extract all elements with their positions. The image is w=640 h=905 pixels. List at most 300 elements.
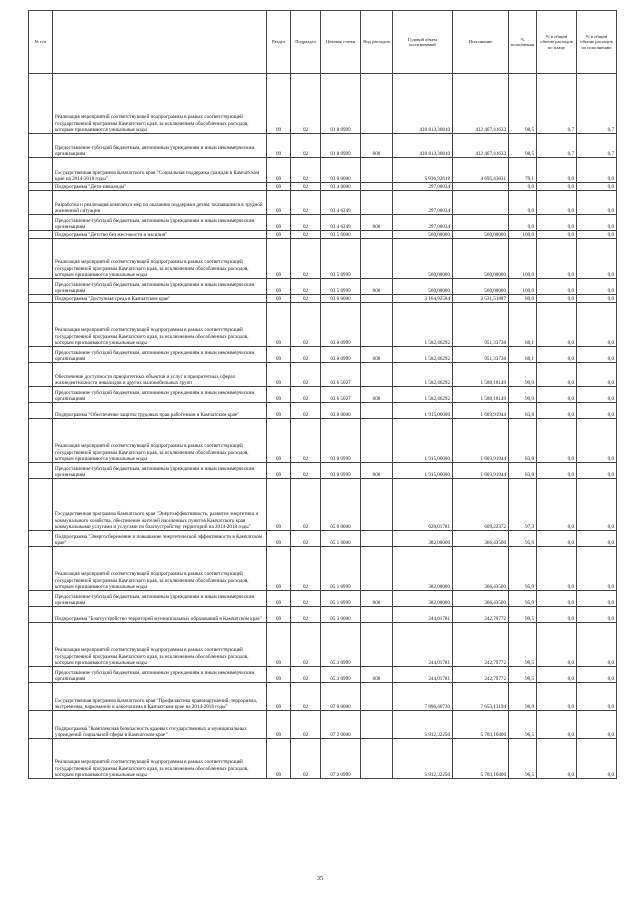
cell-subsection: 02	[291, 531, 321, 547]
cell-num	[29, 239, 53, 279]
cell-share-plan: 0,0	[537, 303, 577, 347]
cell-share-plan: 0,0	[537, 591, 577, 607]
cell-name: Реализация мероприятий соответствующей подпрограммы в рамках соответствующей государственной программы Камчатского края, за исключением обособленных расходов, которым присваиваются уникальные коды	[53, 623, 267, 667]
cell-percent: 100,0	[509, 279, 537, 295]
cell-subsection: 02	[291, 463, 321, 479]
cell-subsection: 02	[291, 279, 321, 295]
cell-expense-type	[361, 683, 393, 711]
cell-subsection: 02	[291, 479, 321, 531]
cell-share-exec: 0,0	[577, 295, 617, 303]
cell-execution: 1 603,91944	[453, 463, 509, 479]
cell-share-plan: 0,0	[537, 419, 577, 463]
cell-expense-type: 600	[361, 134, 393, 158]
cell-name: Разработка и реализация комплекса мер по оказанию поддержки детям, оказавшимся в трудной жизненной ситуации	[53, 191, 267, 215]
table-row	[29, 134, 617, 158]
cell-name: Подпрограмма "Доступная среда в Камчатском крае"	[53, 295, 267, 303]
cell-section: 09	[267, 403, 291, 419]
cell-execution: 2 531,51887	[453, 295, 509, 303]
cell-section: 09	[267, 607, 291, 623]
cell-target: 05 1 0999	[321, 591, 361, 607]
cell-share-exec: 0,0	[577, 607, 617, 623]
cell-num	[29, 547, 53, 591]
cell-share-plan: 0,0	[537, 158, 577, 183]
cell-subsection: 02	[291, 134, 321, 158]
cell-section: 09	[267, 683, 291, 711]
cell-annual: 3 164,92584	[393, 295, 453, 303]
cell-target: 03 5 0000	[321, 231, 361, 239]
cell-share-plan: 0,0	[537, 463, 577, 479]
cell-share-plan: 0,0	[537, 279, 577, 295]
cell-subsection: 02	[291, 387, 321, 403]
cell-share-exec: 0,0	[577, 547, 617, 591]
header-expense-type: Вид расходов	[361, 11, 393, 74]
cell-name: Реализация мероприятий соответствующей подпрограммы в рамках соответствующей государственной программы Камчатского края, за исключением обособленных расходов, которым присваиваются уникальные коды	[53, 239, 267, 279]
cell-percent: 83,8	[509, 419, 537, 463]
cell-expense-type	[361, 547, 393, 591]
cell-percent: 0,0	[509, 191, 537, 215]
cell-name: Предоставление субсидий бюджетным, автономным учреждениям и иным некоммерческим организациям	[53, 279, 267, 295]
table-row	[29, 215, 617, 231]
cell-annual: 297,00034	[393, 191, 453, 215]
table-row	[29, 191, 617, 215]
cell-section: 09	[267, 387, 291, 403]
cell-num	[29, 279, 53, 295]
cell-section: 09	[267, 303, 291, 347]
cell-percent: 83,8	[509, 403, 537, 419]
cell-annual: 1 582,46292	[393, 387, 453, 403]
cell-subsection: 02	[291, 607, 321, 623]
cell-target: 03 0 0000	[321, 158, 361, 183]
cell-num	[29, 463, 53, 479]
cell-annual: 418 813,30810	[393, 74, 453, 134]
cell-target: 01 8 0999	[321, 134, 361, 158]
cell-name: Реализация мероприятий соответствующей подпрограммы в рамках соответствующей государственной программы Камчатского края, за исключением обособленных расходов, которым присваиваются уникальные коды	[53, 419, 267, 463]
cell-num	[29, 363, 53, 387]
table-row	[29, 231, 617, 239]
cell-annual: 1 915,00000	[393, 419, 453, 463]
cell-subsection: 02	[291, 419, 321, 463]
cell-section: 09	[267, 231, 291, 239]
cell-target: 03 4 6249	[321, 215, 361, 231]
cell-expense-type: 600	[361, 347, 393, 363]
cell-execution: 951,33738	[453, 347, 509, 363]
cell-share-exec: 0,0	[577, 347, 617, 363]
cell-share-exec: 0,0	[577, 683, 617, 711]
cell-target: 07 2 0999	[321, 739, 361, 779]
page-number: 35	[317, 876, 323, 882]
table-row	[29, 74, 617, 134]
cell-execution: 5 703,10400	[453, 711, 509, 739]
cell-percent: 98,5	[509, 134, 537, 158]
table-row	[29, 547, 617, 591]
cell-expense-type	[361, 531, 393, 547]
header-subsection: Подраздел	[291, 11, 321, 74]
cell-subsection: 02	[291, 74, 321, 134]
cell-annual: 382,00000	[393, 547, 453, 591]
cell-subsection: 02	[291, 215, 321, 231]
table-row	[29, 463, 617, 479]
cell-subsection: 02	[291, 591, 321, 607]
cell-name: Подпрограмма "Энергосбережение и повышение энергетической эффективности в Камчатском крае"	[53, 531, 267, 547]
cell-percent: 83,8	[509, 463, 537, 479]
cell-share-exec: 0,0	[577, 215, 617, 231]
cell-execution: 560,00000	[453, 279, 509, 295]
cell-share-plan: 0,0	[537, 363, 577, 387]
cell-section: 09	[267, 363, 291, 387]
cell-target: 03 4 6249	[321, 191, 361, 215]
cell-annual: 1 582,46292	[393, 347, 453, 363]
cell-subsection: 02	[291, 183, 321, 191]
cell-name: Подпрограмма "Благоустройство территорий муниципальных образований в Камчатском крае"	[53, 607, 267, 623]
cell-num	[29, 591, 53, 607]
table-row	[29, 683, 617, 711]
cell-percent: 97,3	[509, 479, 537, 531]
cell-share-plan: 0,0	[537, 191, 577, 215]
cell-num	[29, 667, 53, 683]
cell-expense-type: 600	[361, 463, 393, 479]
cell-expense-type	[361, 239, 393, 279]
cell-section: 09	[267, 215, 291, 231]
cell-execution: 412 467,41633	[453, 134, 509, 158]
cell-share-plan: 0,0	[537, 607, 577, 623]
cell-share-exec: 0,0	[577, 463, 617, 479]
cell-execution: 560,00000	[453, 231, 509, 239]
table-row	[29, 239, 617, 279]
cell-target: 03 6 5027	[321, 363, 361, 387]
cell-percent: 0,0	[509, 215, 537, 231]
cell-percent: 60,1	[509, 303, 537, 347]
cell-percent: 99,9	[509, 387, 537, 403]
cell-target: 03 6 0000	[321, 295, 361, 303]
cell-section: 09	[267, 295, 291, 303]
cell-annual: 5 936,92618	[393, 158, 453, 183]
cell-annual: 244,01781	[393, 623, 453, 667]
cell-target: 05 3 0999	[321, 623, 361, 667]
cell-percent: 0,0	[509, 183, 537, 191]
cell-target: 03 8 0999	[321, 463, 361, 479]
cell-expense-type	[361, 403, 393, 419]
cell-execution: 242,79772	[453, 623, 509, 667]
cell-num	[29, 158, 53, 183]
cell-name: Подпрограмма "Обеспечение защиты трудовых прав работников в Камчатском крае"	[53, 403, 267, 419]
cell-execution: 366,43500	[453, 547, 509, 591]
cell-share-plan: 0,0	[537, 403, 577, 419]
table-row	[29, 419, 617, 463]
table-row	[29, 387, 617, 403]
table-row	[29, 479, 617, 531]
cell-section: 09	[267, 711, 291, 739]
cell-num	[29, 134, 53, 158]
cell-subsection: 02	[291, 295, 321, 303]
table-body	[29, 74, 617, 779]
cell-num	[29, 231, 53, 239]
cell-section: 09	[267, 547, 291, 591]
cell-execution: 560,00000	[453, 239, 509, 279]
header-target: Целевая статья	[321, 11, 361, 74]
cell-num	[29, 623, 53, 667]
cell-num	[29, 607, 53, 623]
cell-execution: 412 467,41633	[453, 74, 509, 134]
cell-section: 09	[267, 463, 291, 479]
table-row	[29, 295, 617, 303]
cell-expense-type	[361, 623, 393, 667]
table-row	[29, 347, 617, 363]
cell-execution: 951,33738	[453, 303, 509, 347]
cell-target: 03 5 0999	[321, 279, 361, 295]
cell-share-exec: 0,0	[577, 303, 617, 347]
cell-name: Предоставление субсидий бюджетным, автономным учреждениям и иным некоммерческим организациям	[53, 387, 267, 403]
cell-expense-type	[361, 158, 393, 183]
cell-percent: 99,9	[509, 363, 537, 387]
cell-subsection: 02	[291, 303, 321, 347]
cell-name: Подпрограмма "Детство без жестокости и насилия"	[53, 231, 267, 239]
cell-section: 09	[267, 239, 291, 279]
cell-section: 09	[267, 134, 291, 158]
cell-expense-type	[361, 303, 393, 347]
cell-annual: 244,01781	[393, 607, 453, 623]
cell-annual: 626,01781	[393, 479, 453, 531]
cell-share-exec: 0,0	[577, 403, 617, 419]
cell-expense-type: 600	[361, 387, 393, 403]
cell-section: 09	[267, 591, 291, 607]
cell-subsection: 02	[291, 547, 321, 591]
cell-execution: 7 653,13194	[453, 683, 509, 711]
cell-expense-type	[361, 363, 393, 387]
cell-section: 09	[267, 347, 291, 363]
cell-subsection: 02	[291, 363, 321, 387]
cell-share-exec: 0,0	[577, 387, 617, 403]
cell-num	[29, 74, 53, 134]
table-row	[29, 303, 617, 347]
cell-share-exec: 0,0	[577, 739, 617, 779]
cell-execution: 366,43500	[453, 531, 509, 547]
cell-target: 07 2 0000	[321, 711, 361, 739]
cell-percent: 96,5	[509, 711, 537, 739]
cell-share-exec: 0,0	[577, 711, 617, 739]
cell-num	[29, 183, 53, 191]
cell-expense-type: 600	[361, 279, 393, 295]
cell-share-exec: 0,0	[577, 667, 617, 683]
cell-num	[29, 419, 53, 463]
cell-percent: 99,5	[509, 667, 537, 683]
header-num: № п/п	[29, 11, 53, 74]
cell-expense-type	[361, 711, 393, 739]
cell-share-plan: 0,0	[537, 479, 577, 531]
cell-share-exec: 0,0	[577, 591, 617, 607]
cell-share-exec: 0,0	[577, 419, 617, 463]
cell-annual: 297,00034	[393, 215, 453, 231]
cell-annual: 560,00000	[393, 279, 453, 295]
table-row	[29, 591, 617, 607]
table-row	[29, 531, 617, 547]
header-execution: Исполнение	[453, 11, 509, 74]
cell-share-exec: 0,0	[577, 623, 617, 667]
cell-share-plan: 0,0	[537, 739, 577, 779]
cell-name: Предоставление субсидий бюджетным, автономным учреждениям и иным некоммерческим организациям	[53, 347, 267, 363]
cell-section: 09	[267, 183, 291, 191]
cell-share-plan: 0,0	[537, 623, 577, 667]
cell-section: 09	[267, 191, 291, 215]
cell-subsection: 02	[291, 403, 321, 419]
cell-name: Предоставление субсидий бюджетным, автономным учреждениям и иным некоммерческим организациям	[53, 215, 267, 231]
cell-subsection: 02	[291, 231, 321, 239]
cell-percent: 80,0	[509, 295, 537, 303]
cell-name: Обеспечение доступности приоритетных объектов и услуг в приоритетных сферах жизнедеятельности инвалидов и других маломобильных групп	[53, 363, 267, 387]
cell-annual: 1 582,46292	[393, 363, 453, 387]
cell-subsection: 02	[291, 191, 321, 215]
cell-num	[29, 683, 53, 711]
cell-name: Реализация мероприятий соответствующей подпрограммы в рамках соответствующей государственной программы Камчатского края, за исключением обособленных расходов, которым присваиваются уникальные коды	[53, 74, 267, 134]
cell-percent: 95,9	[509, 591, 537, 607]
cell-expense-type: 600	[361, 591, 393, 607]
cell-target: 05 3 0000	[321, 607, 361, 623]
cell-annual: 297,00034	[393, 183, 453, 191]
cell-share-plan: 0,7	[537, 74, 577, 134]
cell-execution: 1 580,18149	[453, 363, 509, 387]
table-row	[29, 739, 617, 779]
cell-num	[29, 387, 53, 403]
cell-section: 09	[267, 623, 291, 667]
cell-execution	[453, 215, 509, 231]
cell-section: 09	[267, 667, 291, 683]
cell-share-exec: 0,7	[577, 134, 617, 158]
cell-target: 03 8 0000	[321, 403, 361, 419]
cell-expense-type	[361, 295, 393, 303]
cell-expense-type	[361, 231, 393, 239]
cell-annual: 1 582,46292	[393, 303, 453, 347]
cell-num	[29, 479, 53, 531]
cell-expense-type	[361, 479, 393, 531]
cell-share-exec: 0,0	[577, 231, 617, 239]
cell-execution	[453, 183, 509, 191]
table-row	[29, 623, 617, 667]
header-share-exec: % в общем объеме расходов по исполнению	[577, 11, 617, 74]
cell-target: 03 6 0999	[321, 347, 361, 363]
cell-name: Предоставление субсидий бюджетным, автономным учреждениям и иным некоммерческим организациям	[53, 667, 267, 683]
cell-annual: 7 896,40730	[393, 683, 453, 711]
cell-share-exec: 0,0	[577, 279, 617, 295]
cell-share-plan: 0,0	[537, 531, 577, 547]
cell-subsection: 02	[291, 239, 321, 279]
cell-num	[29, 347, 53, 363]
cell-num	[29, 191, 53, 215]
cell-annual: 5 912,32250	[393, 711, 453, 739]
table-row	[29, 158, 617, 183]
cell-share-plan: 0,0	[537, 667, 577, 683]
cell-name: Реализация мероприятий соответствующей подпрограммы в рамках соответствующей государственной программы Камчатского края, за исключением обособленных расходов, которым присваиваются уникальные коды	[53, 739, 267, 779]
cell-annual: 1 915,00000	[393, 463, 453, 479]
cell-name: Предоставление субсидий бюджетным, автономным учреждениям и иным некоммерческим организациям	[53, 134, 267, 158]
cell-share-exec: 0,0	[577, 183, 617, 191]
cell-execution: 1 580,18149	[453, 387, 509, 403]
cell-expense-type: 600	[361, 667, 393, 683]
cell-num	[29, 295, 53, 303]
cell-expense-type	[361, 739, 393, 779]
cell-annual: 418 813,30810	[393, 134, 453, 158]
cell-share-plan: 0,0	[537, 295, 577, 303]
cell-name: Государственная программа Камчатского края "Энергоэффективность, развитие энергетики и коммунального хозяйства, обеспечение жителей населенных пунктов Камчатского края коммунальными услугами и услугами по благоустройству территорий на 2014-2018 годы"	[53, 479, 267, 531]
cell-annual: 382,00000	[393, 531, 453, 547]
cell-target: 03 8 0999	[321, 419, 361, 463]
cell-percent: 100,0	[509, 239, 537, 279]
cell-share-exec: 0,0	[577, 531, 617, 547]
cell-num	[29, 403, 53, 419]
cell-execution: 366,43500	[453, 591, 509, 607]
cell-target: 03 6 0999	[321, 303, 361, 347]
cell-num	[29, 711, 53, 739]
cell-annual: 5 912,32250	[393, 739, 453, 779]
cell-subsection: 02	[291, 711, 321, 739]
cell-share-plan: 0,0	[537, 711, 577, 739]
cell-expense-type	[361, 183, 393, 191]
cell-name: Государственная программа Камчатского края "Социальная поддержка граждан в Камчатском крае на 2014-2018 годы"	[53, 158, 267, 183]
cell-share-plan: 0,0	[537, 215, 577, 231]
cell-section: 09	[267, 531, 291, 547]
cell-name: Государственная программа Камчатского края "Профилактика правонарушений, терроризма, экстремизма, наркомании и алкоголизма в Камчатском крае на 2014-2018 годы"	[53, 683, 267, 711]
cell-share-exec: 0,0	[577, 479, 617, 531]
header-share-plan: % в общем объеме расходов по плану	[537, 11, 577, 74]
cell-execution: 5 703,10400	[453, 739, 509, 779]
cell-annual: 560,00000	[393, 239, 453, 279]
cell-share-exec: 0,0	[577, 239, 617, 279]
cell-annual: 1 915,00000	[393, 403, 453, 419]
cell-num	[29, 739, 53, 779]
cell-name: Реализация мероприятий соответствующей подпрограммы в рамках соответствующей государственной программы Камчатского края, за исключением обособленных расходов, которым присваиваются уникальные коды	[53, 547, 267, 591]
cell-section: 09	[267, 158, 291, 183]
cell-section: 09	[267, 279, 291, 295]
cell-share-plan: 0,0	[537, 347, 577, 363]
cell-name: Предоставление субсидий бюджетным, автономным учреждениям и иным некоммерческим организациям	[53, 591, 267, 607]
cell-execution	[453, 191, 509, 215]
cell-section: 09	[267, 419, 291, 463]
cell-target: 05 1 0999	[321, 547, 361, 591]
cell-expense-type	[361, 419, 393, 463]
header-percent: % исполнения	[509, 11, 537, 74]
cell-target: 01 8 0999	[321, 74, 361, 134]
cell-target: 07 0 0000	[321, 683, 361, 711]
cell-execution: 1 603,91944	[453, 419, 509, 463]
cell-subsection: 02	[291, 347, 321, 363]
cell-execution: 1 603,91944	[453, 403, 509, 419]
cell-target: 03 5 0999	[321, 239, 361, 279]
budget-table-page	[28, 10, 616, 779]
cell-expense-type	[361, 191, 393, 215]
cell-name: Реализация мероприятий соответствующей подпрограммы в рамках соответствующей государственной программы Камчатского края, за исключением обособленных расходов, которым присваиваются уникальные коды	[53, 303, 267, 347]
table-row	[29, 279, 617, 295]
cell-percent: 98,5	[509, 74, 537, 134]
cell-percent: 60,1	[509, 347, 537, 363]
table-header-row	[29, 11, 617, 74]
cell-percent: 79,1	[509, 158, 537, 183]
cell-expense-type	[361, 607, 393, 623]
cell-annual: 382,00000	[393, 591, 453, 607]
table-row	[29, 607, 617, 623]
cell-execution: 242,79772	[453, 607, 509, 623]
cell-target: 05 1 0000	[321, 531, 361, 547]
cell-share-exec: 0,7	[577, 74, 617, 134]
cell-target: 05 0 0000	[321, 479, 361, 531]
table-row	[29, 183, 617, 191]
cell-target: 03 4 0000	[321, 183, 361, 191]
header-annual: Годовой объем ассигнований	[393, 11, 453, 74]
cell-share-plan: 0,0	[537, 183, 577, 191]
table-row	[29, 711, 617, 739]
cell-share-plan: 0,0	[537, 547, 577, 591]
cell-percent: 95,9	[509, 531, 537, 547]
cell-section: 09	[267, 479, 291, 531]
cell-expense-type	[361, 74, 393, 134]
cell-share-exec: 0,0	[577, 191, 617, 215]
